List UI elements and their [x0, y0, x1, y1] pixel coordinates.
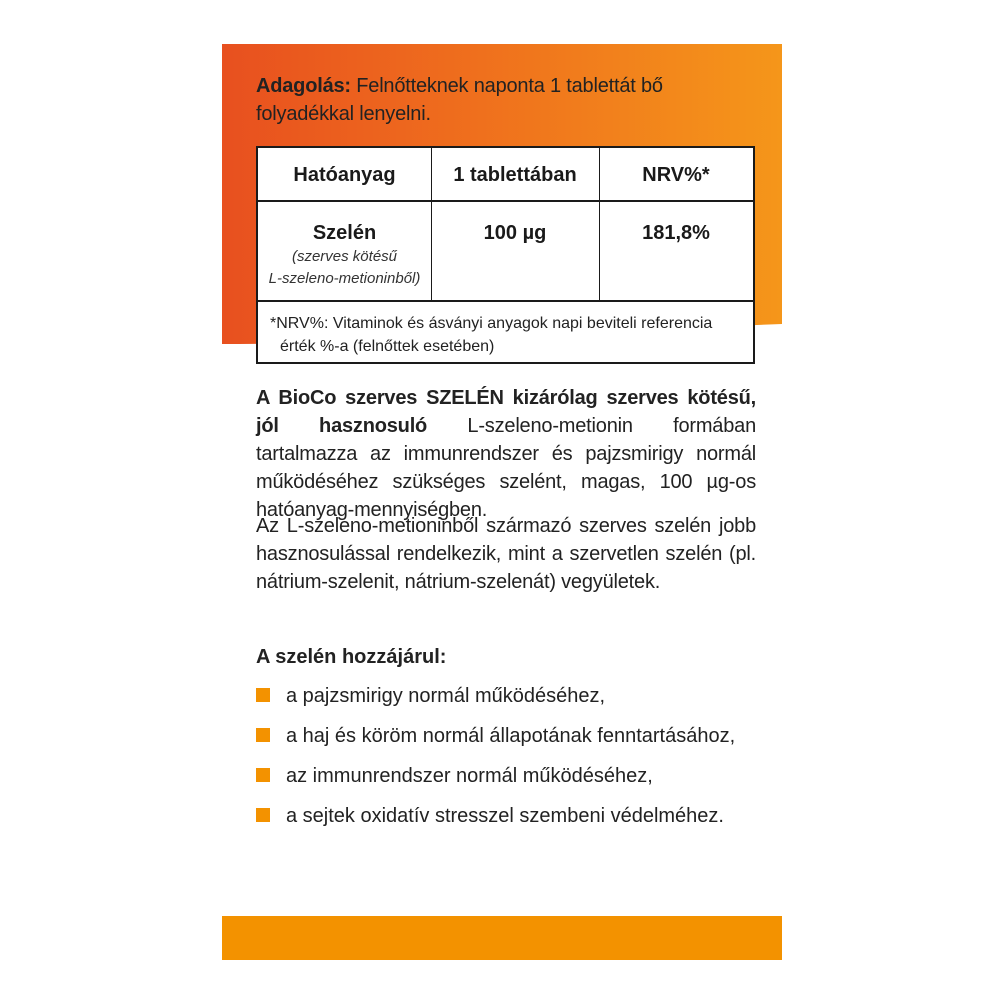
nrv-footnote — [270, 312, 740, 358]
description-paragraph — [256, 384, 756, 524]
square-bullet-icon — [256, 688, 270, 702]
list-item-text: a haj és köröm normál állapotának fenntartásához, — [286, 725, 736, 747]
square-bullet-icon — [256, 768, 270, 782]
table-divider — [258, 200, 753, 202]
nutrition-table — [256, 146, 755, 364]
benefits-list — [256, 676, 756, 836]
product-info-panel — [222, 44, 782, 964]
table-cell-ingredient-note: L-szeleno-metioninből) — [268, 270, 421, 287]
nrv-footnote-line: érték %-a (felnőttek esetében) — [280, 338, 495, 355]
nrv-footnote-line: *NRV%: Vitaminok és ásványi anyagok napi beviteli referencia — [270, 315, 713, 332]
benefits-title: A szelén hozzájárul: — [256, 646, 447, 668]
table-cell-nrv: 181,8% — [642, 222, 710, 244]
description-paragraph: Az L-szeleno-metioninből származó szerves szelén jobb hasznosulással rendelkezik, mint a szervetlen szelén (pl. nátrium-szelenit, nátrium-szelenát) vegyületek. — [256, 515, 756, 593]
table-header-ingredient: Hatóanyag — [293, 164, 396, 186]
list-item-text: a pajzsmirigy normál működéséhez, — [286, 685, 606, 707]
list-item — [256, 676, 756, 716]
dosage-text — [256, 72, 756, 128]
table-cell-amount: 100 µg — [483, 222, 547, 244]
table-divider — [258, 300, 753, 302]
list-item-text: a sejtek oxidatív stresszel szembeni védelméhez. — [286, 805, 724, 827]
bottom-orange-bar — [222, 916, 782, 960]
table-cell-ingredient: Szelén — [312, 222, 377, 244]
table-header-nrv: NRV%* — [642, 164, 710, 186]
square-bullet-icon — [256, 808, 270, 822]
table-header-amount: 1 tablettában — [453, 164, 577, 186]
dosage-instructions: Felnőtteknek naponta 1 tablettát bő folyadékkal lenyelni. — [256, 75, 663, 125]
table-cell-ingredient-note: (szerves kötésű — [291, 248, 398, 265]
list-item-text: az immunrendszer normál működéséhez, — [286, 765, 653, 787]
list-item — [256, 716, 756, 756]
square-bullet-icon — [256, 728, 270, 742]
dosage-label: Adagolás: — [256, 75, 351, 97]
list-item — [256, 796, 756, 836]
list-item — [256, 756, 756, 796]
description-body: L-szeleno-metionin formában tartalmazza az immunrendszer és pajzsmirigy normál működéséhez szükséges szelént, magas, 100 µg-os hatóanyag-mennyiségben. — [256, 415, 756, 521]
description-highlight: A BioCo szerves SZELÉN kizárólag szerves kötésű, jól hasznosuló — [256, 387, 756, 437]
